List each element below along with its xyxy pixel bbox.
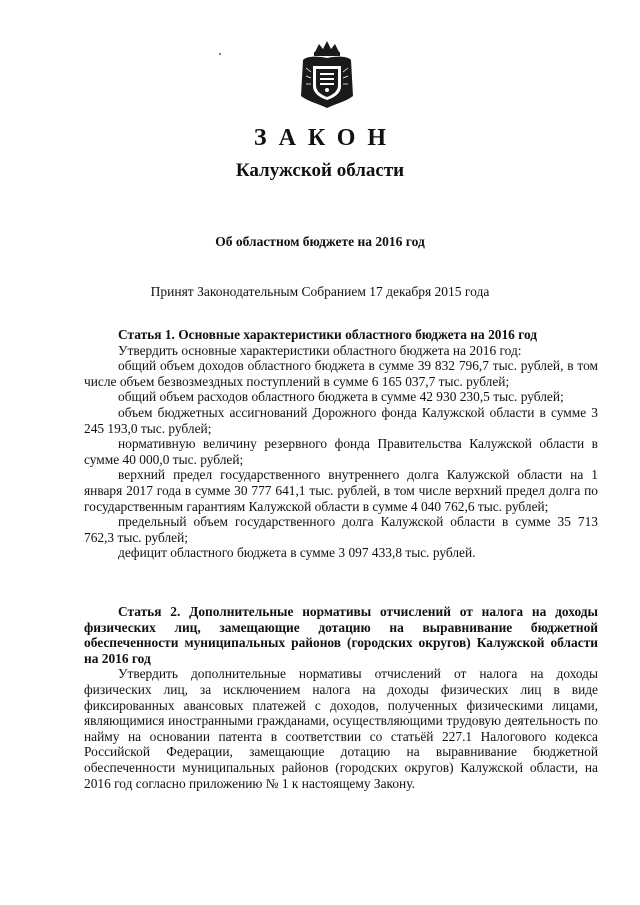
law-title: ЗАКОН xyxy=(253,125,399,151)
coat-of-arms-icon xyxy=(297,38,357,110)
adoption-line: Принят Законодательным Собранием 17 декабря 2015 года xyxy=(150,284,490,299)
article-1-paragraph: Утвердить основные характеристики областного бюджета на 2016 год: xyxy=(118,342,522,358)
document-subject: Об областном бюджете на 2016 год xyxy=(215,234,425,249)
article-2 xyxy=(84,604,598,791)
article-2-heading: Статья 2. Дополнительные нормативы отчислений от налога на доходы физических лиц, замещающие дотацию на выравнивание бюджетной обеспеченности муниципальных районов (городских округов) Калужской области на 2016 год xyxy=(84,604,598,666)
article-1-paragraph: верхний предел государственного внутреннего долга Калужской области на 1 января 2017 года в сумме 30 777 641,1 тыс. рублей, в том числе верхний предел долга по государственным гарантиям Калужской области в сумме 4 040 762,6 тыс. рублей; xyxy=(84,467,598,514)
article-1 xyxy=(84,327,598,561)
article-2-paragraph: Утвердить дополнительные нормативы отчислений от налога на доходы физических лиц, за исключением налога на доходы физических лиц в виде фиксированных авансовых платежей с доходов, полученных физическими лицами, являющимися иностранными гражданами, осуществляющими трудовую деятельность по найму на основании патента в соответствии со статьёй 227.1 Налогового кодекса Российской Федерации, замещающие дотацию на выравнивание бюджетной обеспеченности муниципальных районов (городских округов) Калужской области, на 2016 год согласно приложению № 1 к настоящему Закону. xyxy=(84,666,598,791)
article-1-paragraph: нормативную величину резервного фонда Правительства Калужской области в сумме 40 000,0 тыс. рублей; xyxy=(84,436,598,467)
article-1-paragraph: общий объем расходов областного бюджета в сумме 42 930 230,5 тыс. рублей; xyxy=(118,389,564,405)
article-1-paragraph: объем бюджетных ассигнований Дорожного фонда Калужской области в сумме 3 245 193,0 тыс. рублей; xyxy=(84,404,598,436)
article-1-paragraph: предельный объем государственного долга Калужской области в сумме 35 713 762,3 тыс. рублей; xyxy=(84,514,598,545)
article-1-paragraph: общий объем доходов областного бюджета в сумме 39 832 796,7 тыс. рублей, в том числе объем безвозмездных поступлений в сумме 6 165 037,7 тыс. рублей; xyxy=(84,358,598,389)
article-1-paragraph: дефицит областного бюджета в сумме 3 097 433,8 тыс. рублей. xyxy=(118,545,476,561)
region-title: Калужской области xyxy=(235,160,405,181)
scan-speck xyxy=(219,53,221,55)
article-1-heading: Статья 1. Основные характеристики областного бюджета на 2016 год xyxy=(118,327,538,342)
